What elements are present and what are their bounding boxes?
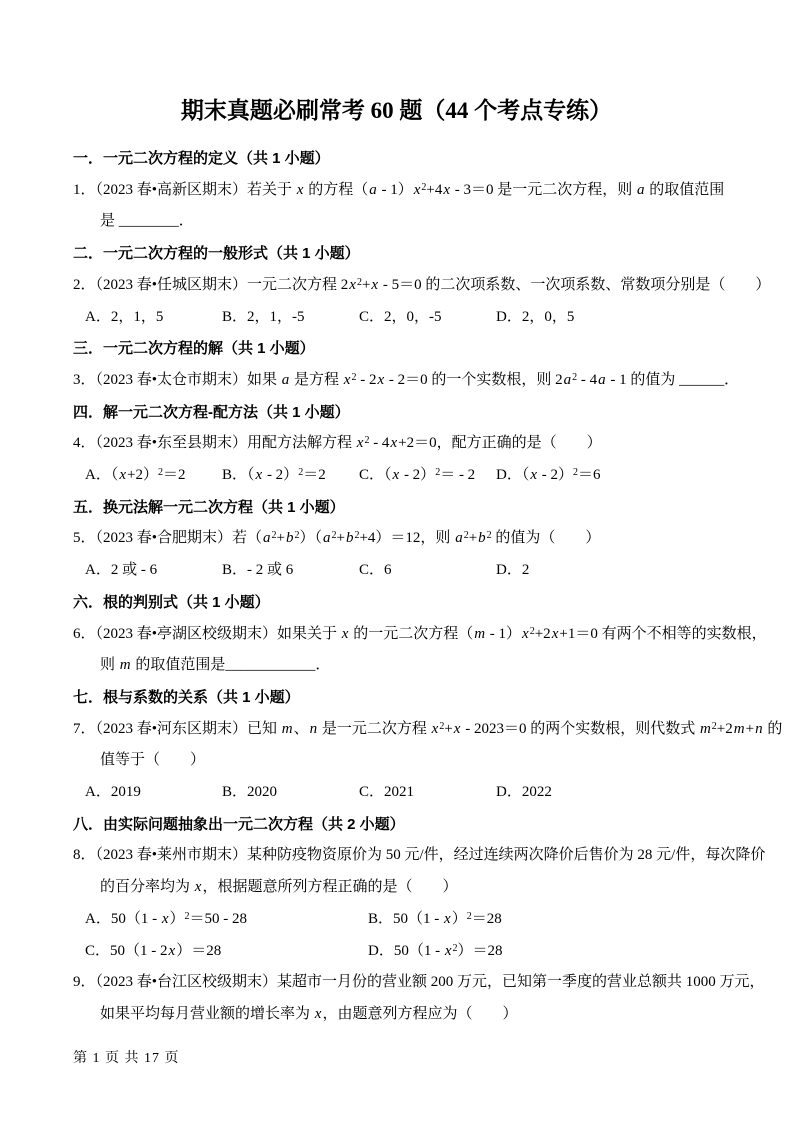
option-item: D．（x - 2）$^2$＝6 [496, 467, 601, 484]
question-text-line: 8．（2023 春•莱州市期末）某种防疫物资原价为 50 元/件，经过连续两次降价后售价为 28 元/件，每次降价 [73, 847, 766, 864]
option-item: B．50（1 - x）$^2$＝28 [368, 910, 502, 927]
option-item: B．2020 [222, 784, 278, 801]
question-lines [73, 523, 753, 555]
option-item: D．2，0，5 [496, 308, 575, 325]
question-lines [73, 175, 753, 238]
option-item: A．2 或 - 6 [85, 562, 158, 579]
option-item: A．2019 [85, 784, 141, 801]
question-text-line: 6．（2023 春•亭湖区校级期末）如果关于 x 的一元二次方程$(m - 1)x^2+2x+1=0$ 有两个不相等的实数根， [73, 625, 767, 642]
option-item: C．2021 [359, 784, 415, 801]
section [73, 682, 783, 809]
section-heading: 二．一元二次方程的一般形式（共 1 小题） [73, 245, 360, 263]
question [73, 523, 753, 586]
section [73, 809, 766, 1031]
question-lines [73, 619, 767, 682]
question-text-line: 5．（2023 春•合肥期末）若$(a^2+b^2)(a^2+b^2+4)=12$，则 $a^2+b^2$ 的值为（ ） [73, 530, 601, 547]
question-text-line: 如果平均每月营业额的增长率为 x，由题意列方程应为（ ） [100, 1005, 518, 1022]
question-text-line: 值等于（ ） [100, 752, 206, 769]
page-footer: 第 1 页 共 17 页 [73, 1051, 180, 1066]
question-text-line: 7．（2023 春•河东区期末）已知 m、n 是一元二次方程 $x^2+x - 2023=0$ 的两个实数根，则代数式 $m^2+2m+n$ 的 [73, 720, 783, 737]
option-item: C．（x - 2）$^2$＝ - 2 [359, 467, 476, 484]
option-item: B．- 2 或 6 [222, 562, 294, 579]
question-list [0, 130, 793, 1031]
question-options [73, 460, 753, 492]
question [73, 365, 753, 397]
question-lines [73, 365, 753, 397]
option-item: C．6 [359, 562, 392, 579]
section [73, 143, 753, 238]
question-text-line: 4．（2023 春•东至县期末）用配方法解方程 $x^2 - 4x+2=0$，配方正确的是（ ） [73, 435, 602, 452]
question-lines [73, 714, 783, 777]
option-item: A．2，1，5 [85, 308, 164, 325]
option-item: A．$(x+2)^2=2$ [85, 467, 186, 484]
section-heading: 五．换元法解一元二次方程（共 1 小题） [73, 498, 345, 516]
question [73, 270, 771, 333]
section-heading: 六．根的判别式（共 1 小题） [73, 593, 270, 611]
question-options [73, 555, 753, 587]
question-options [73, 777, 753, 809]
section [73, 492, 753, 587]
question [73, 428, 753, 491]
option-item: A．50（1 - x）$^2$＝50 - 28 [85, 910, 248, 927]
question-text-line: 是 ________． [100, 213, 194, 230]
question-lines [73, 428, 753, 460]
question [73, 619, 767, 682]
question-lines [73, 270, 771, 302]
option-item: C．2，0，-5 [359, 308, 442, 325]
option-item: B．2，1，-5 [222, 308, 305, 325]
section-heading: 四．解一元二次方程-配方法（共 1 小题） [73, 403, 350, 421]
page-title: 期末真题必刷常考 60 题（44 个考点专练） [180, 98, 613, 123]
section-heading: 七．根与系数的关系（共 1 小题） [73, 688, 300, 706]
question [73, 967, 765, 1030]
question [73, 714, 783, 809]
option-item: C．50（1 - 2x）＝28 [85, 942, 222, 959]
section [73, 238, 771, 333]
section [73, 333, 753, 396]
question [73, 175, 753, 238]
section-heading: 三．一元二次方程的解（共 1 小题） [73, 340, 315, 358]
section [73, 397, 753, 492]
option-item: D．2022 [496, 784, 552, 801]
question-text-line: 9．（2023 春•台江区校级期末）某超市一月份的营业额 200 万元，已知第一季度的营业总额共 1000 万元， [73, 974, 765, 991]
question-text-line: 3．（2023 春•太仓市期末）如果 a 是方程 $x^2 - 2x - 2=0$ 的一个实数根，则 $2a^2 - 4a - 1$ 的值为 ______． [73, 371, 740, 388]
question-lines [73, 840, 766, 903]
question-lines [73, 967, 765, 1030]
question-text-line: 1．（2023 春•高新区期末）若关于 x 的方程$(a - 1)x^2+4x - 3=0$ 是一元二次方程，则 a 的取值范围 [73, 181, 725, 198]
section-heading: 一．一元二次方程的定义（共 1 小题） [73, 150, 330, 167]
option-item: D．2 [496, 562, 530, 579]
question-text-line: 2．（2023 春•任城区期末）一元二次方程 $2x^2+x - 5=0$ 的二次项系数、一次项系数、常数项分别是（ ） [73, 276, 771, 293]
question [73, 840, 766, 967]
section-heading: 八．由实际问题抽象出一元二次方程（共 2 小题） [73, 815, 405, 833]
question-text-line: 的百分率均为 x，根据题意所列方程正确的是（ ） [100, 879, 458, 896]
question-text-line: 则 m 的取值范围是____________． [100, 657, 331, 674]
section [73, 587, 767, 682]
question-options [73, 302, 753, 334]
option-item: D．$50(1 - x^2)=28$ [368, 942, 503, 959]
option-item: B．（x - 2）$^2$＝2 [222, 467, 326, 484]
question-options [73, 904, 753, 967]
